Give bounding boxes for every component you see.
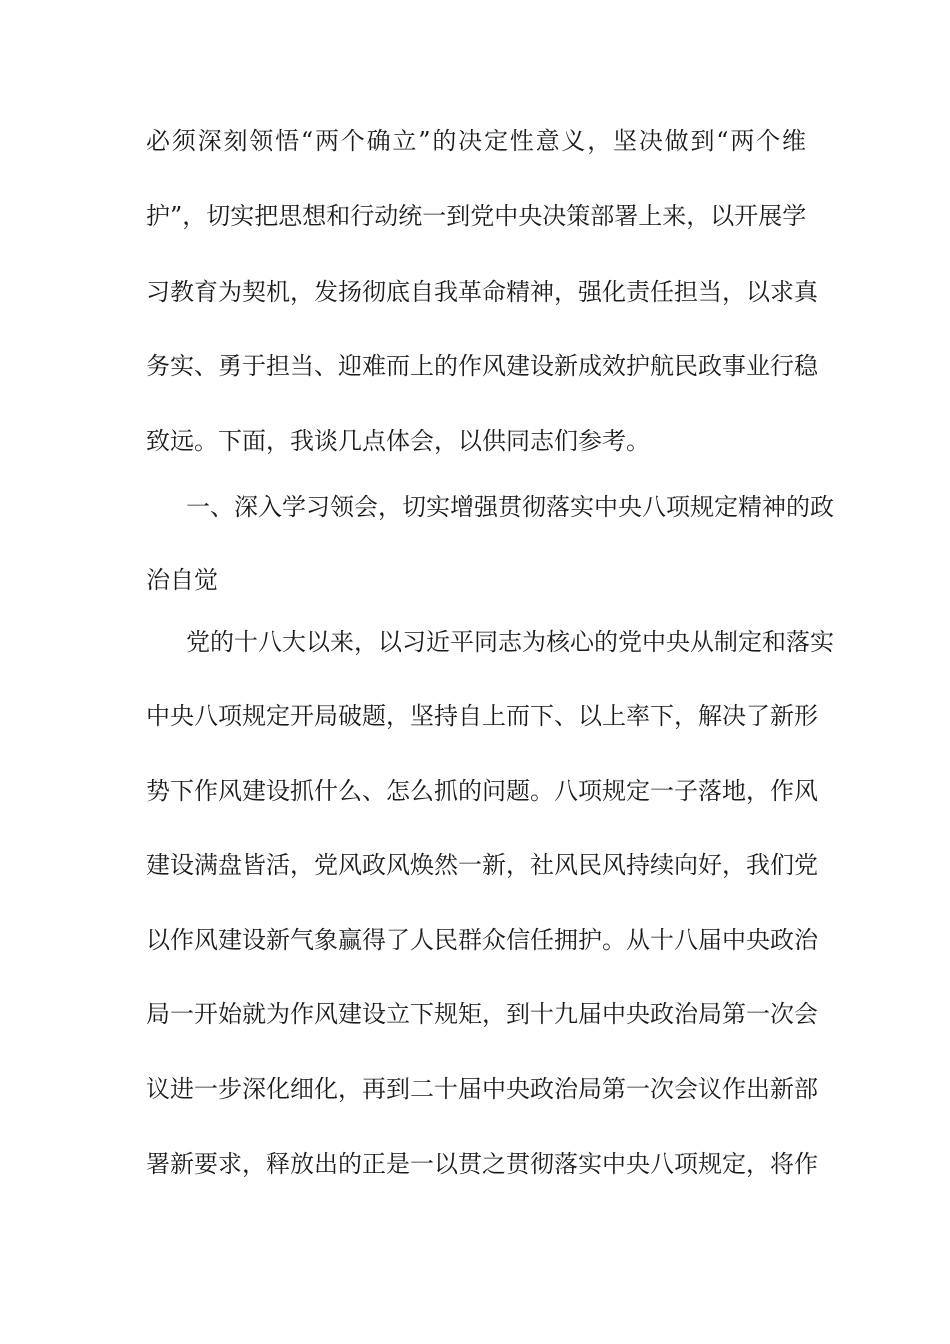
body-text-line: 议进一步深化细化，再到二十届中央政治局第一次会议作出新部 — [146, 1075, 818, 1103]
body-text-line: 以作风建设新气象赢得了人民群众信任拥护。从十八届中央政治 — [146, 926, 818, 954]
section-heading-line: 一、深入学习领会，切实增强贯彻落实中央八项规定精神的政 — [186, 493, 834, 521]
section-heading-line: 治自觉 — [146, 566, 218, 594]
body-text-line: 党的十八大以来，以习近平同志为核心的党中央从制定和落实 — [186, 628, 834, 656]
body-text-line: 势下作风建设抓什么、怎么抓的问题。八项规定一子落地，作风 — [146, 777, 818, 805]
body-text-line: 署新要求，释放出的正是一以贯之贯彻落实中央八项规定，将作 — [146, 1150, 818, 1178]
body-text-line: 护”，切实把思想和行动统一到党中央决策部署上来，以开展学 — [146, 202, 807, 230]
body-text-line: 局一开始就为作风建设立下规矩，到十九届中央政治局第一次会 — [146, 1000, 818, 1028]
body-text-line: 建设满盘皆活，党风政风焕然一新，社风民风持续向好，我们党 — [146, 851, 818, 879]
body-text-line: 习教育为契机，发扬彻底自我革命精神，强化责任担当，以求真 — [146, 278, 818, 306]
body-text-line: 致远。下面，我谈几点体会，以供同志们参考。 — [146, 427, 650, 455]
body-text-line: 必须深刻领悟“两个确立”的决定性意义，坚决做到“两个维 — [146, 127, 806, 155]
body-text-line: 中央八项规定开局破题，坚持自上而下、以上率下，解决了新形 — [146, 702, 818, 730]
body-text-line: 务实、勇于担当、迎难而上的作风建设新成效护航民政事业行稳 — [146, 352, 818, 380]
